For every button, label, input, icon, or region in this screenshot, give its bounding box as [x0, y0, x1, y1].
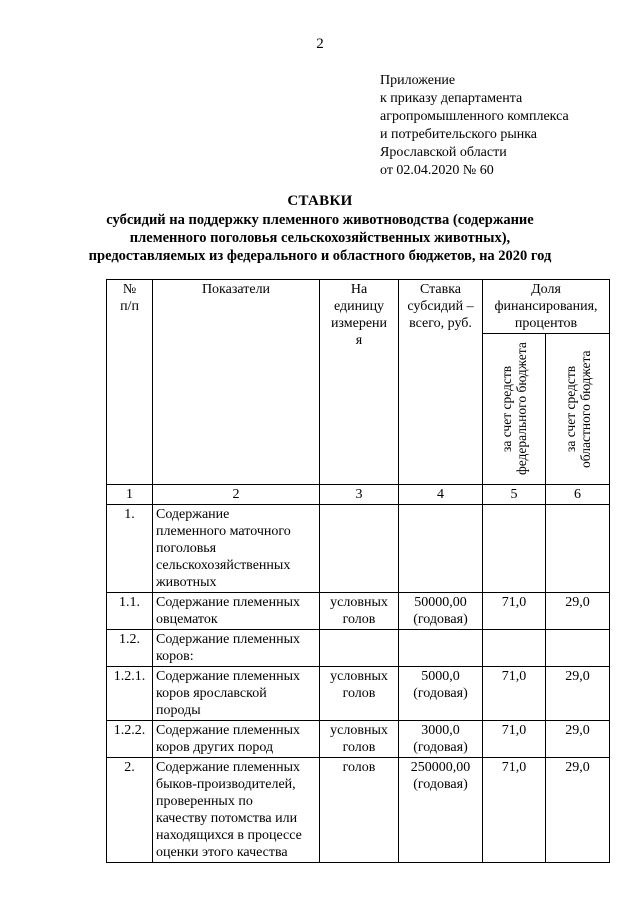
row-federal — [483, 630, 546, 667]
table-row — [107, 505, 610, 593]
annex-line: агропромышленного комплекса — [380, 109, 569, 124]
annex-block — [380, 72, 569, 180]
annex-line: к приказу департамента — [380, 91, 523, 106]
column-number: 1 — [107, 485, 153, 505]
row-regional: 29,0 — [546, 758, 610, 863]
row-regional: 29,0 — [546, 667, 610, 721]
row-regional — [546, 630, 610, 667]
header-indicator: Показатели — [153, 280, 320, 485]
header-regional-cell — [546, 334, 610, 485]
row-rate: 50000,00 (годовая) — [399, 593, 483, 630]
header-federal-cell — [483, 334, 546, 485]
header-share: Доля финансирования, процентов — [483, 280, 610, 334]
row-indicator: Содержание племенного маточного поголовья сельскохозяйственных животных — [153, 505, 320, 593]
column-number: 6 — [546, 485, 610, 505]
row-num: 1.2. — [107, 630, 153, 667]
row-unit: голов — [320, 758, 399, 863]
row-num: 1.2.1. — [107, 667, 153, 721]
column-number: 2 — [153, 485, 320, 505]
header-rate: Ставка субсидий – всего, руб. — [399, 280, 483, 485]
row-federal: 71,0 — [483, 667, 546, 721]
row-regional — [546, 505, 610, 593]
header-num: № п/п — [107, 280, 153, 485]
table-row — [107, 630, 610, 667]
row-federal: 71,0 — [483, 721, 546, 758]
annex-line: Приложение — [380, 73, 456, 88]
row-unit: условных голов — [320, 667, 399, 721]
row-federal — [483, 505, 546, 593]
row-rate — [399, 505, 483, 593]
subtitle-line: субсидий на поддержку племенного животноводства (содержание — [106, 212, 534, 228]
column-number: 3 — [320, 485, 399, 505]
row-unit: условных голов — [320, 593, 399, 630]
row-indicator: Содержание племенных быков-производителей, проверенных по качеству потомства или находящихся в процессе оценки этого качества — [153, 758, 320, 863]
subtitle-line: предоставляемых из федерального и областного бюджетов, на 2020 год — [88, 248, 552, 264]
row-unit — [320, 630, 399, 667]
header-federal: за счет средств федерального бюджета — [499, 342, 529, 476]
table-row — [107, 593, 610, 630]
page-number: 2 — [316, 36, 324, 52]
column-number: 5 — [483, 485, 546, 505]
row-indicator: Содержание племенных коров: — [153, 630, 320, 667]
document-subtitle — [0, 211, 640, 265]
row-rate: 250000,00 (годовая) — [399, 758, 483, 863]
row-federal: 71,0 — [483, 758, 546, 863]
column-number-row — [107, 485, 610, 505]
row-indicator: Содержание племенных коров ярославской породы — [153, 667, 320, 721]
annex-line: от 02.04.2020 № 60 — [380, 163, 494, 178]
row-regional: 29,0 — [546, 721, 610, 758]
row-num: 1.2.2. — [107, 721, 153, 758]
row-indicator: Содержание племенных коров других пород — [153, 721, 320, 758]
table-header — [107, 280, 610, 505]
annex-line: Ярославской области — [380, 145, 507, 160]
subtitle-line: племенного поголовья сельскохозяйственных животных), — [129, 230, 511, 246]
column-number: 4 — [399, 485, 483, 505]
row-unit: условных голов — [320, 721, 399, 758]
table-row — [107, 721, 610, 758]
row-regional: 29,0 — [546, 593, 610, 630]
row-num: 1.1. — [107, 593, 153, 630]
document-title: СТАВКИ — [287, 193, 353, 209]
row-rate — [399, 630, 483, 667]
row-num: 2. — [107, 758, 153, 863]
row-num: 1. — [107, 505, 153, 593]
row-rate: 3000,0 (годовая) — [399, 721, 483, 758]
row-unit — [320, 505, 399, 593]
header-regional: за счет средств областного бюджета — [562, 350, 593, 468]
annex-line: и потребительского рынка — [380, 127, 538, 142]
table-row — [107, 758, 610, 863]
table-row — [107, 667, 610, 721]
row-rate: 5000,0 (годовая) — [399, 667, 483, 721]
row-federal: 71,0 — [483, 593, 546, 630]
row-indicator: Содержание племенных овцематок — [153, 593, 320, 630]
header-unit: На единицу измерени я — [320, 280, 399, 485]
header-row — [107, 280, 610, 334]
table-body — [107, 505, 610, 863]
rates-table — [106, 279, 610, 863]
